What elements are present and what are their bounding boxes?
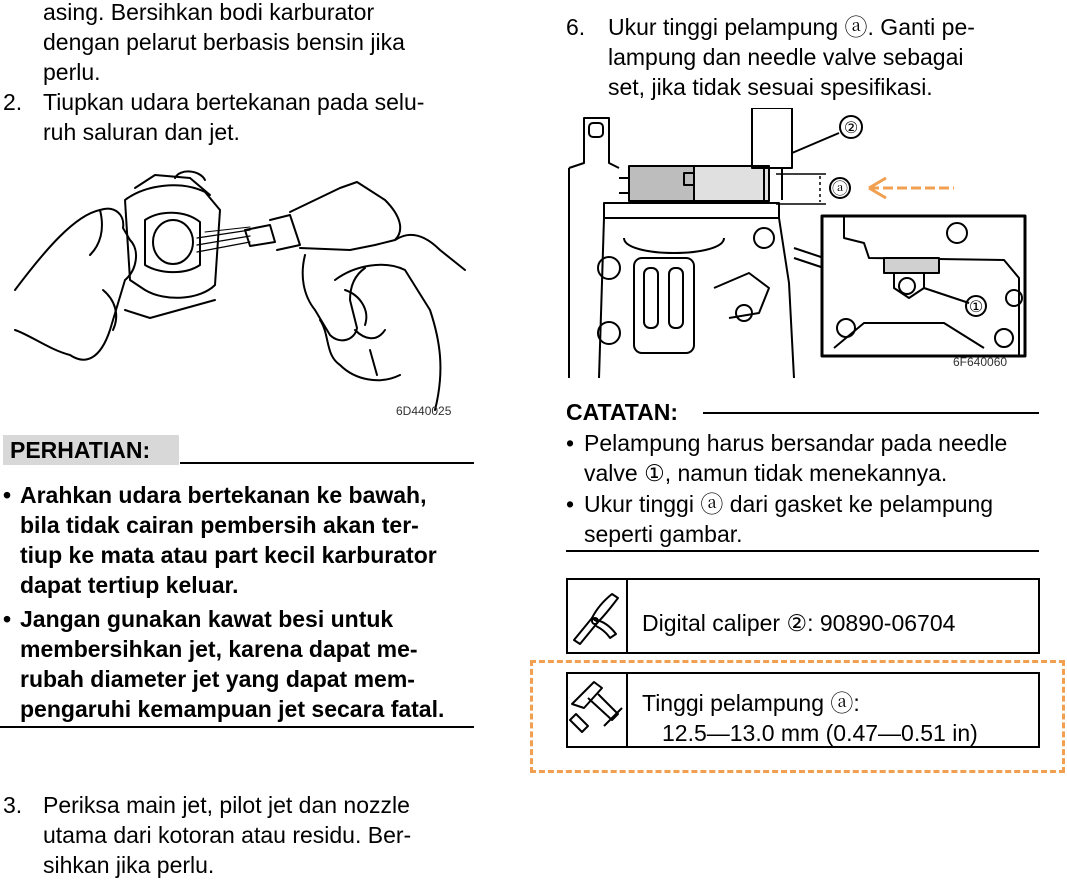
text-line: tiup ke mata atau part kecil karburator bbox=[20, 542, 437, 568]
text-line: lampung dan needle valve sebagai bbox=[608, 44, 964, 70]
text-line: seperti gambar. bbox=[584, 521, 743, 547]
bullet-dot: • bbox=[566, 430, 575, 456]
step-2 bbox=[0, 87, 500, 147]
needle-valve-callout: ① bbox=[968, 297, 984, 316]
caution-bottom-rule bbox=[0, 726, 474, 728]
float-height-illustration bbox=[564, 108, 1044, 378]
tool-box-text: Digital caliper ②: 90890-06704 bbox=[642, 610, 956, 636]
text-line: Pelampung harus bersandar pada needle bbox=[584, 430, 1008, 456]
note-bullet-1 bbox=[566, 428, 1066, 488]
bullet-dot: • bbox=[3, 482, 12, 508]
note-bottom-rule bbox=[566, 550, 1039, 552]
step-number: 2. bbox=[3, 89, 23, 115]
step-6 bbox=[566, 12, 1066, 102]
tool-icon-cell bbox=[568, 580, 628, 652]
air-gun-illustration bbox=[5, 170, 475, 420]
step-number: 6. bbox=[566, 14, 586, 40]
caution-bullet-1 bbox=[0, 480, 500, 600]
spec-icon-cell bbox=[568, 674, 628, 746]
text-line: Periksa main jet, pilot jet dan nozzle bbox=[43, 792, 410, 818]
caliper-icon bbox=[568, 674, 626, 746]
step1-continuation bbox=[43, 0, 405, 87]
text-line: set, jika tidak sesuai spesifikasi. bbox=[608, 74, 933, 100]
text-line: dapat tertiup keluar. bbox=[20, 572, 239, 598]
note-title: CATATAN: bbox=[566, 399, 678, 425]
note-title-rule bbox=[703, 412, 1039, 414]
air-gun-drawing bbox=[5, 170, 475, 420]
text-line: utama dari kotoran atau residu. Ber- bbox=[43, 822, 412, 848]
text-line: ruh saluran dan jet. bbox=[43, 119, 240, 145]
caliper-callout: ② bbox=[843, 118, 859, 137]
height-callout: ⓐ bbox=[831, 179, 849, 198]
caution-title-rule bbox=[180, 462, 474, 464]
figure-code: 6F640060 bbox=[953, 355, 1008, 369]
carburetor-drawing bbox=[564, 108, 1044, 378]
step-number: 3. bbox=[3, 792, 23, 818]
note-bullet-2 bbox=[566, 489, 1066, 549]
text-line: asing. Bersihkan bodi karburator bbox=[43, 0, 375, 25]
caution-title: PERHATIAN: bbox=[10, 437, 151, 463]
text-line: Arahkan udara bertekanan ke bawah, bbox=[20, 482, 427, 508]
caution-bullet-2 bbox=[0, 604, 520, 724]
bullet-dot: • bbox=[566, 491, 575, 517]
spec-title: Tinggi pelampung ⓐ: bbox=[642, 690, 860, 716]
text-line: Jangan gunakan kawat besi untuk bbox=[20, 606, 394, 632]
figure-code: 6D440025 bbox=[396, 404, 452, 418]
step-3 bbox=[0, 790, 500, 880]
text-line: membersihkan jet, karena dapat me- bbox=[20, 636, 418, 662]
spec-value: 12.5—13.0 mm (0.47—0.51 in) bbox=[662, 720, 978, 746]
text-line: sihkan jika perlu. bbox=[43, 852, 215, 878]
text-line: Ukur tinggi ⓐ dari gasket ke pelampung bbox=[584, 491, 994, 517]
spec-box bbox=[566, 672, 1040, 748]
text-line: Tiupkan udara bertekanan pada selu- bbox=[43, 89, 425, 115]
pliers-icon bbox=[568, 580, 626, 652]
text-line: pengaruhi kemampuan jet secara fatal. bbox=[20, 696, 445, 722]
text-line: dengan pelarut berbasis bensin jika bbox=[43, 29, 405, 55]
text-line: rubah diameter jet yang dapat mem- bbox=[20, 666, 415, 692]
text-line: perlu. bbox=[43, 59, 101, 85]
tool-box bbox=[566, 578, 1040, 654]
text-line: valve ①, namun tidak menekannya. bbox=[584, 460, 948, 486]
text-line: Ukur tinggi pelampung ⓐ. Ganti pe- bbox=[608, 14, 975, 40]
text-line: bila tidak cairan pembersih akan ter- bbox=[20, 512, 419, 538]
bullet-dot: • bbox=[3, 606, 12, 632]
